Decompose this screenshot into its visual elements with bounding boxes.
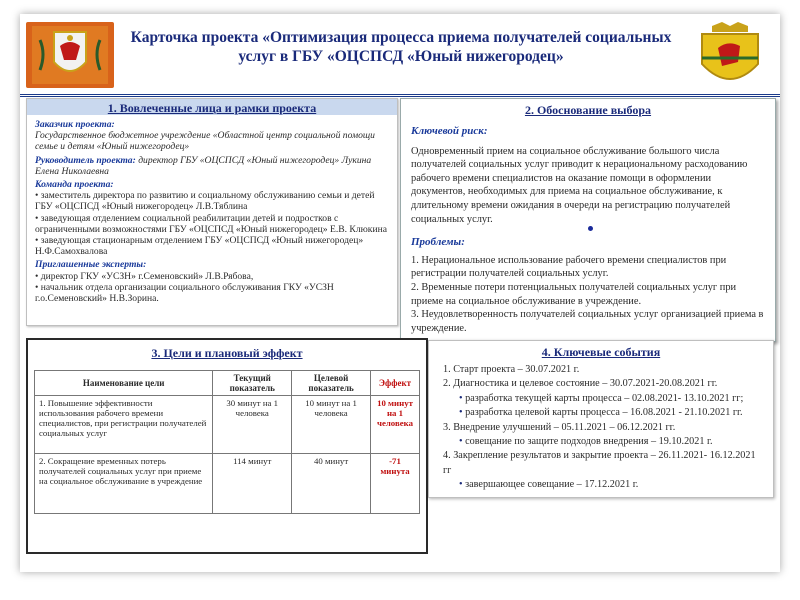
- problem-item: 2. Временные потери потенциальных получателей социальных услуг при приеме на социальное обслуживание в учреждение.: [411, 281, 737, 307]
- current-value: 114 минут: [213, 454, 292, 514]
- goal-name: 1. Повышение эффективности использования рабочего времени специалистов, при регистрации получателей социальных услуг: [35, 396, 213, 454]
- nizhny-novgorod-city-emblem-icon: [688, 18, 772, 92]
- event-item: 4. Закрепление результатов и закрытие проекта – 26.11.2021- 16.12.2021 гг: [443, 450, 756, 476]
- effect-value: -71 минута: [371, 454, 420, 514]
- column-header: Целевой показатель: [292, 371, 371, 396]
- key-events-title: 4. Ключевые события: [541, 345, 661, 359]
- stakeholders-panel: [26, 98, 398, 326]
- key-events-panel: [428, 340, 774, 498]
- effect-value: 10 минут на 1 человека: [371, 396, 420, 454]
- expert: • начальник отдела организации социального обслуживания ГКУ «УСЗН г.о.Семеновский» Н.В.Зорина.: [35, 281, 334, 305]
- target-value: 40 минут: [292, 454, 371, 514]
- column-header: Эффект: [371, 371, 420, 396]
- problem-item: 3. Неудовлетворенность получателей социальных услуг организацией приема в учреждение.: [411, 309, 764, 334]
- card-header: [20, 14, 780, 97]
- goal-name: 2. Сокращение временных потерь получателей социальных услуг при приеме на социальное обслуживание в учреждение: [35, 454, 213, 514]
- stakeholders-title: 1. Вовлеченные лица и рамки проекта: [27, 99, 397, 115]
- table-row: [35, 454, 420, 514]
- customer-label: Заказчик проекта:: [35, 119, 115, 130]
- event-subitem: • разработка текущей карты процесса – 02.08.2021- 13.10.2021 гг;: [443, 392, 765, 406]
- bullet-dot: [588, 226, 593, 231]
- project-card: [20, 14, 780, 572]
- leader-label: Руководитель проекта:: [35, 154, 136, 166]
- event-item: 3. Внедрение улучшений – 05.11.2021 – 06.12.2021 гг.: [443, 421, 676, 433]
- leader-text: директор ГБУ «ОЦСПСД «Юный нижегородец» Лукина Елена Николаевна: [35, 154, 372, 177]
- problems-label: Проблемы:: [411, 236, 465, 249]
- goals-title: 3. Цели и плановый эффект: [151, 346, 303, 360]
- risk-text: Одновременный прием на социальное обслуживание большого числа получателей социальных услуг приводит к нерациональному расходованию рабочего времени специалистов на оказание помощи в оформлении документов, необходимых для приема на социальное обслуживание, к длительному времени ожидания в очереди на регистрацию получателей социальных услуг.: [411, 145, 748, 225]
- problem-item: 1. Нерациональное использование рабочего времени специалистов при регистрации получателей социальных услуг.: [411, 254, 727, 280]
- table-header-row: [35, 371, 420, 396]
- expert: • директор ГКУ «УСЗН» г.Семеновский» Л.В.Рябова,: [35, 270, 254, 282]
- event-subitem: • завершающее совещание – 17.12.2021 г.: [443, 478, 765, 492]
- team-member: • заместитель директора по развитию и социальному обслуживанию семьи и детей ГБУ «ОЦСПСД «Юный нижегородец» Л.В.Тяблина: [35, 190, 375, 213]
- page-title: Карточка проекта «Оптимизация процесса приема получателей социальных услуг в ГБУ «ОЦСПСД «Юный нижегородец»: [130, 29, 672, 65]
- rationale-panel: [400, 98, 776, 342]
- column-header: Наименование цели: [35, 371, 213, 396]
- goals-panel: [26, 338, 428, 554]
- rationale-title: 2. Обоснование выбора: [524, 103, 652, 117]
- current-value: 30 минут на 1 человека: [213, 396, 292, 454]
- event-subitem: • совещание по защите подходов внедрения – 19.10.2021 г.: [443, 435, 765, 449]
- nizhny-novgorod-oblast-emblem-icon: [24, 20, 116, 90]
- goals-table: [34, 370, 420, 514]
- events-list: [429, 359, 773, 493]
- column-header: Текущий показатель: [213, 371, 292, 396]
- table-row: [35, 396, 420, 454]
- event-subitem: • разработка целевой карты процесса – 16.08.2021 - 21.10.2021 гг.: [443, 406, 765, 420]
- team-member: • заведующая стационарным отделением ГБУ «ОЦСПСД «Юный нижегородец» Н.Ф.Самохвалова: [35, 235, 364, 258]
- risk-label: Ключевой риск:: [411, 125, 488, 137]
- team-member: • заведующая отделением социальной реабилитации детей и подростков с ограниченными возможностями ГБУ «ОЦСПСД «Юный нижегородец» Е.В. Клюкина: [35, 212, 387, 235]
- experts-label: Приглашенные эксперты:: [35, 259, 147, 271]
- event-item: 2. Диагностика и целевое состояние – 30.07.2021-20.08.2021 гг.: [443, 378, 718, 390]
- target-value: 10 минут на 1 человека: [292, 396, 371, 454]
- event-item: 1. Старт проекта – 30.07.2021 г.: [443, 364, 580, 375]
- team-label: Команда проекта:: [35, 179, 114, 191]
- customer-text: Государственное бюджетное учреждение «Областной центр социальной помощи семье и детям «Юный нижегородец»: [35, 130, 375, 153]
